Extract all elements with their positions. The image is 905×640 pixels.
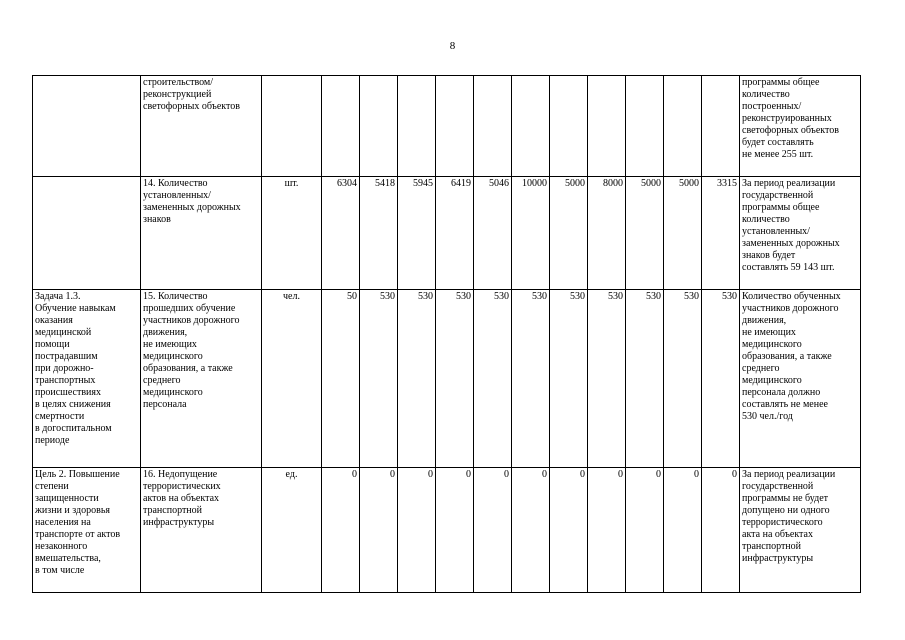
value-cell [360,76,398,177]
indicators-table [32,75,861,593]
unit-cell: ед. [262,468,322,593]
value-cell: 0 [474,468,512,593]
result-cell: За период реализации государственной программы не будет допущено ни одного террористического акта на объектах транспортной инфраструктуры [740,468,861,593]
value-cell: 0 [626,468,664,593]
value-cell [512,76,550,177]
value-cell [588,76,626,177]
value-cell: 0 [588,468,626,593]
value-cell: 6304 [322,177,360,290]
task-cell [33,177,141,290]
value-cell: 5418 [360,177,398,290]
value-cell: 0 [360,468,398,593]
value-cell: 5000 [664,177,702,290]
value-cell: 0 [322,468,360,593]
unit-cell: шт. [262,177,322,290]
value-cell: 530 [398,290,436,468]
value-cell: 0 [702,468,740,593]
value-cell [626,76,664,177]
value-cell: 6419 [436,177,474,290]
value-cell [664,76,702,177]
value-cell [436,76,474,177]
value-cell: 0 [550,468,588,593]
value-cell: 5046 [474,177,512,290]
value-cell: 530 [512,290,550,468]
result-cell: программы общее количество построенных/ реконструированных светофорных объектов будет составлять не менее 255 шт. [740,76,861,177]
indicator-cell: строительством/ реконструкцией светофорных объектов [141,76,262,177]
value-cell: 530 [474,290,512,468]
value-cell: 530 [702,290,740,468]
value-cell: 5000 [626,177,664,290]
value-cell [322,76,360,177]
table-row [33,468,861,593]
task-cell: Задача 1.3. Обучение навыкам оказания медицинской помощи пострадавшим при дорожно- транспортных происшествиях в целях снижения смертности в догоспитальном периоде [33,290,141,468]
value-cell [550,76,588,177]
unit-cell [262,76,322,177]
value-cell [474,76,512,177]
page-number: 8 [449,40,456,52]
value-cell: 10000 [512,177,550,290]
table-row [33,177,861,290]
indicator-cell: 14. Количество установленных/ замененных дорожных знаков [141,177,262,290]
table-row [33,76,861,177]
value-cell: 3315 [702,177,740,290]
value-cell: 50 [322,290,360,468]
indicator-cell: 15. Количество прошедших обучение участников дорожного движения, не имеющих медицинского образования, а также среднего медицинского персонала [141,290,262,468]
value-cell: 0 [512,468,550,593]
value-cell [702,76,740,177]
task-cell: Цель 2. Повышение степени защищенности жизни и здоровья населения на транспорте от актов незаконного вмешательства, в том числе [33,468,141,593]
value-cell: 0 [436,468,474,593]
unit-cell: чел. [262,290,322,468]
value-cell: 0 [664,468,702,593]
value-cell [398,76,436,177]
indicator-cell: 16. Недопущение террористических актов на объектах транспортной инфраструктуры [141,468,262,593]
value-cell: 530 [664,290,702,468]
value-cell: 530 [550,290,588,468]
value-cell: 530 [588,290,626,468]
result-cell: За период реализации государственной программы общее количество установленных/ замененных дорожных знаков будет составлять 59 143 шт. [740,177,861,290]
value-cell: 530 [360,290,398,468]
value-cell: 530 [626,290,664,468]
result-cell: Количество обученных участников дорожного движения, не имеющих медицинского образования, а также среднего медицинского персонала должно составлять не менее 530 чел./год [740,290,861,468]
task-cell [33,76,141,177]
table-row [33,290,861,468]
value-cell: 5945 [398,177,436,290]
value-cell: 5000 [550,177,588,290]
value-cell: 0 [398,468,436,593]
value-cell: 8000 [588,177,626,290]
value-cell: 530 [436,290,474,468]
